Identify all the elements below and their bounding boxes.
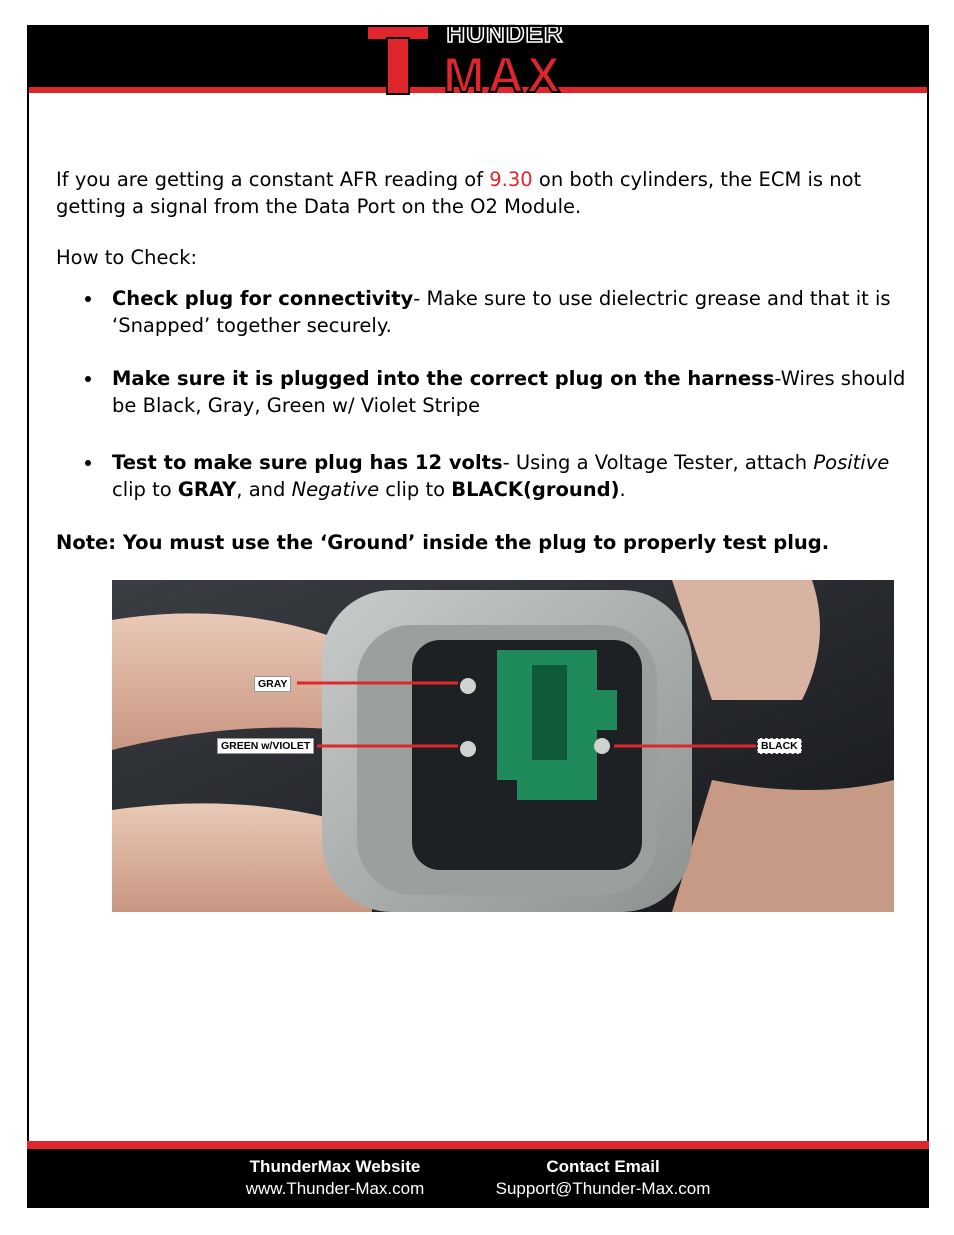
black-wire-label: BLACK — [757, 738, 802, 754]
bullet-dot — [85, 376, 91, 382]
gray-wire-label: GRAY — [254, 676, 291, 692]
logo-top-word: HUNDER — [446, 18, 564, 48]
list-item: Check plug for connectivity- Make sure to use dielectric grease and that it is ‘Snapped’ together securely. — [56, 285, 906, 339]
note-text: Note: You must use the ‘Ground’ inside the plug to properly test plug. — [56, 531, 830, 554]
logo-bottom-word: MAX — [442, 47, 564, 98]
footer-red-stripe — [27, 1141, 929, 1149]
green-violet-wire-label: GREEN w/VIOLET — [217, 738, 314, 754]
footer-contact — [478, 1156, 728, 1200]
bullet-dot — [85, 460, 91, 466]
intro-paragraph: If you are getting a constant AFR reading of 9.30 on both cylinders, the ECM is not getting a signal from the Data Port on the O2 Module. — [56, 168, 862, 218]
contact-title: Contact Email — [546, 1157, 660, 1176]
connector-photo — [112, 580, 894, 912]
check-list — [56, 285, 906, 503]
website-title: ThunderMax Website — [249, 1157, 421, 1176]
content — [56, 166, 906, 556]
website-link[interactable]: www.Thunder-Max.com — [245, 1179, 425, 1198]
contact-email-link[interactable]: Support@Thunder-Max.com — [495, 1179, 711, 1198]
bullet-dot — [85, 296, 91, 302]
afr-value: 9.30 — [489, 168, 533, 191]
list-item: Make sure it is plugged into the correct plug on the harness-Wires should be Black, Gray, Green w/ Violet Stripe — [56, 365, 906, 419]
footer-website — [230, 1156, 440, 1200]
list-item: Test to make sure plug has 12 volts- Using a Voltage Tester, attach Positive clip to GRAY, and Negative clip to BLACK(ground). — [56, 449, 906, 503]
how-to-check-heading: How to Check: — [56, 246, 198, 269]
